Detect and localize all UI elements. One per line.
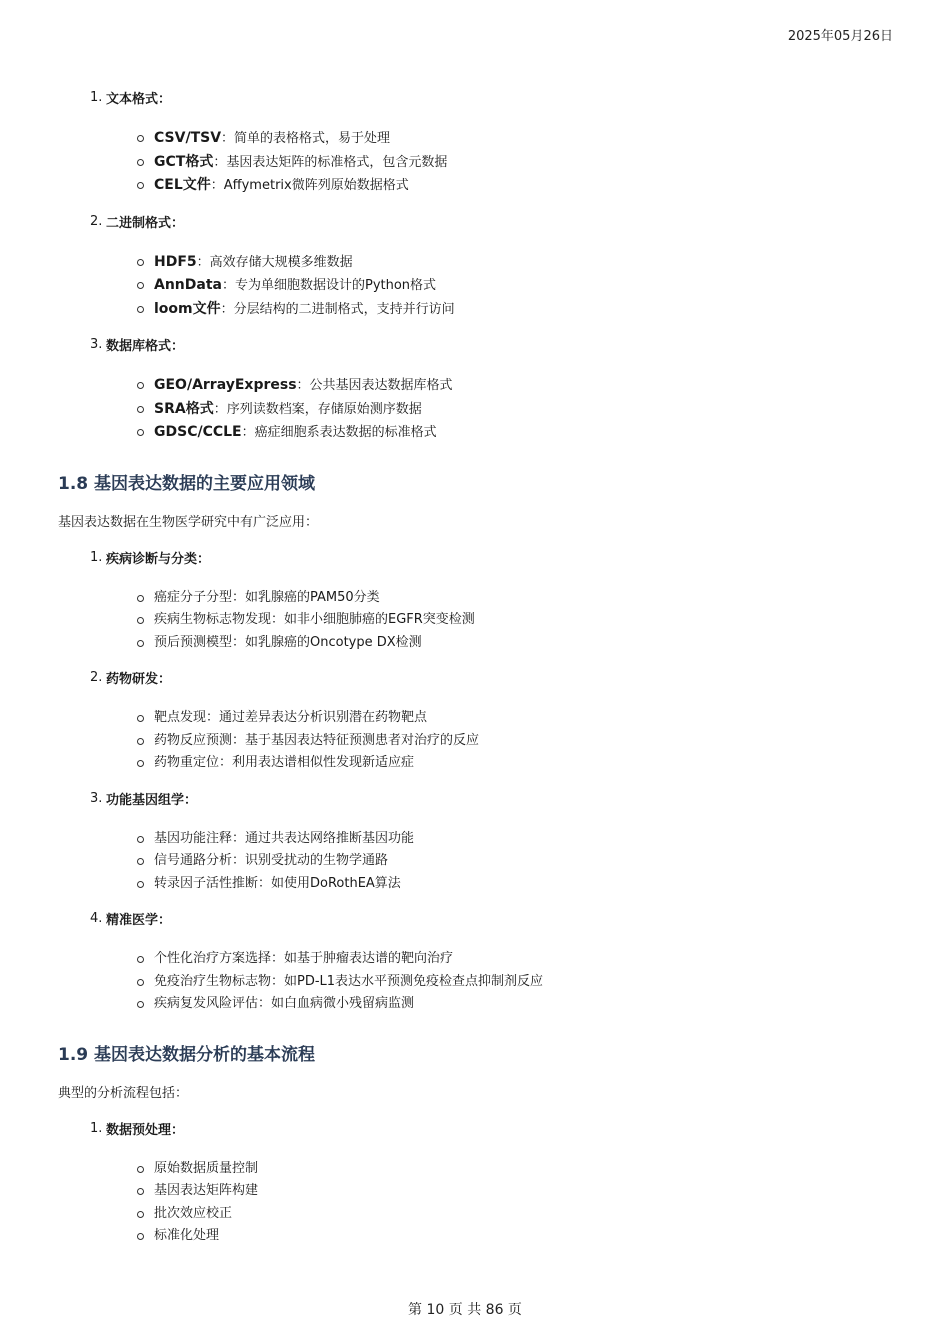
numbered-item bbox=[58, 550, 898, 671]
bullet-text: 疾病生物标志物发现：如非小细胞肺癌的EGFR突变检测 bbox=[154, 612, 475, 627]
item-number: 3. bbox=[90, 337, 103, 352]
numbered-list bbox=[58, 550, 898, 1032]
item-number: 1. bbox=[90, 549, 103, 565]
bullet-list bbox=[106, 570, 898, 671]
bullet-term: HDF5 bbox=[154, 253, 197, 270]
bullet-item bbox=[106, 971, 898, 994]
item-number: 3. bbox=[90, 790, 103, 806]
bullet-text: 个性化治疗方案选择：如基于肿瘤表达谱的靶向治疗 bbox=[154, 951, 454, 966]
bullet-item bbox=[106, 151, 898, 175]
bullet-text: 基因功能注释：通过共表达网络推断基因功能 bbox=[154, 830, 415, 846]
item-title: 数据库格式： bbox=[106, 339, 185, 354]
bullet-text: 免疫治疗生物标志物：如PD-L1表达水平预测免疫检查点抑制剂反应 bbox=[154, 973, 544, 989]
bullet-text: ：癌症细胞系表达数据的标准格式 bbox=[241, 425, 437, 440]
section-heading: 1.8 基因表达数据的主要应用领域 bbox=[58, 473, 316, 494]
bullet-text: ：简单的表格格式，易于处理 bbox=[221, 131, 391, 146]
item-title: 功能基因组学： bbox=[106, 792, 198, 808]
bullet-list bbox=[106, 931, 898, 1032]
bullet-list bbox=[106, 357, 898, 461]
numbered-item bbox=[58, 791, 898, 912]
numbered-list bbox=[58, 90, 898, 461]
item-number: 4. bbox=[90, 911, 103, 926]
section-intro: 基因表达数据在生物医学研究中有广泛应用： bbox=[58, 514, 319, 530]
bullet-item bbox=[106, 587, 898, 610]
bullet-text: 标准化处理 bbox=[154, 1228, 220, 1243]
bullet-list bbox=[106, 811, 898, 912]
bullet-text: ：基因表达矩阵的标准格式，包含元数据 bbox=[213, 154, 448, 170]
bullet-term: CEL文件 bbox=[154, 177, 211, 193]
bullet-item bbox=[106, 752, 898, 775]
bullet-item bbox=[106, 1203, 898, 1226]
bullet-term: CSV/TSV bbox=[154, 130, 222, 146]
page-number: 第 10 页 共 86 页 bbox=[408, 1302, 522, 1318]
bullet-text: 预后预测模型：如乳腺癌的Oncotype DX检测 bbox=[154, 634, 422, 650]
bullet-text: 靶点发现：通过差异表达分析识别潜在药物靶点 bbox=[154, 710, 428, 725]
bullet-item bbox=[106, 1158, 898, 1181]
numbered-item bbox=[58, 337, 898, 461]
item-title: 数据预处理： bbox=[106, 1122, 185, 1138]
bullet-text: 原始数据质量控制 bbox=[154, 1160, 259, 1176]
bullet-term: GDSC/CCLE bbox=[154, 424, 242, 440]
bullet-text: 信号通路分析：识别受扰动的生物学通路 bbox=[154, 853, 389, 868]
bullet-item bbox=[106, 374, 898, 398]
bullet-item bbox=[106, 707, 898, 730]
bullet-item bbox=[106, 730, 898, 753]
bullet-item bbox=[106, 274, 898, 298]
bullet-item bbox=[106, 609, 898, 632]
numbered-list bbox=[58, 1121, 898, 1264]
item-number: 2. bbox=[90, 213, 103, 229]
bullet-list bbox=[106, 234, 898, 338]
bullet-item bbox=[106, 127, 898, 151]
bullet-item bbox=[106, 398, 898, 422]
section-heading: 1.9 基因表达数据分析的基本流程 bbox=[58, 1044, 316, 1065]
bullet-text: 转录因子活性推断：如使用DoRothEA算法 bbox=[154, 875, 401, 891]
bullet-text: ：序列读数档案，存储原始测序数据 bbox=[213, 401, 422, 417]
bullet-text: 癌症分子分型：如乳腺癌的PAM50分类 bbox=[154, 589, 380, 605]
bullet-item bbox=[106, 828, 898, 851]
bullet-text: 药物重定位：利用表达谱相似性发现新适应症 bbox=[154, 755, 415, 770]
header-date: 2025年05月26日 bbox=[787, 29, 893, 44]
bullet-text: ：Affymetrix微阵列原始数据格式 bbox=[210, 178, 409, 193]
bullet-term: loom文件 bbox=[154, 300, 221, 317]
bullet-text: ：高效存储大规模多维数据 bbox=[196, 254, 353, 270]
item-title: 精准医学： bbox=[106, 913, 172, 928]
bullet-list bbox=[106, 1141, 898, 1264]
bullet-term: AnnData bbox=[154, 277, 222, 293]
bullet-item bbox=[106, 873, 898, 896]
bullet-term: SRA格式 bbox=[154, 400, 214, 417]
bullet-term: GCT格式 bbox=[154, 153, 214, 170]
bullet-text: 药物反应预测：基于基因表达特征预测患者对治疗的反应 bbox=[154, 732, 480, 748]
item-title: 药物研发： bbox=[106, 672, 172, 687]
bullet-item bbox=[106, 993, 898, 1016]
numbered-item bbox=[58, 214, 898, 338]
numbered-item bbox=[58, 90, 898, 214]
bullet-item bbox=[106, 1180, 898, 1203]
bullet-text: ：专为单细胞数据设计的Python格式 bbox=[221, 278, 437, 293]
bullet-term: GEO/ArrayExpress bbox=[154, 377, 297, 393]
bullet-text: ：分层结构的二进制格式，支持并行访问 bbox=[220, 301, 455, 317]
bullet-item bbox=[106, 632, 898, 655]
item-title: 二进制格式： bbox=[106, 215, 185, 231]
bullet-text: 基因表达矩阵构建 bbox=[154, 1183, 259, 1198]
item-title: 文本格式： bbox=[106, 92, 172, 107]
bullet-text: 批次效应校正 bbox=[154, 1205, 233, 1221]
bullet-item bbox=[106, 174, 898, 198]
bullet-text: ：公共基因表达数据库格式 bbox=[296, 378, 453, 393]
section-intro: 典型的分析流程包括： bbox=[58, 1085, 189, 1101]
bullet-list bbox=[106, 110, 898, 214]
bullet-item bbox=[106, 251, 898, 275]
bullet-list bbox=[106, 690, 898, 791]
document-body bbox=[58, 90, 898, 1264]
item-number: 1. bbox=[90, 1120, 103, 1136]
numbered-item bbox=[58, 670, 898, 791]
bullet-item bbox=[106, 1225, 898, 1248]
item-number: 1. bbox=[90, 90, 103, 105]
numbered-item bbox=[58, 1121, 898, 1264]
item-number: 2. bbox=[90, 670, 103, 685]
numbered-item bbox=[58, 911, 898, 1032]
bullet-item bbox=[106, 948, 898, 971]
bullet-item bbox=[106, 421, 898, 445]
item-title: 疾病诊断与分类： bbox=[106, 551, 211, 567]
bullet-item bbox=[106, 850, 898, 873]
bullet-text: 疾病复发风险评估：如白血病微小残留病监测 bbox=[154, 996, 415, 1011]
bullet-item bbox=[106, 298, 898, 322]
